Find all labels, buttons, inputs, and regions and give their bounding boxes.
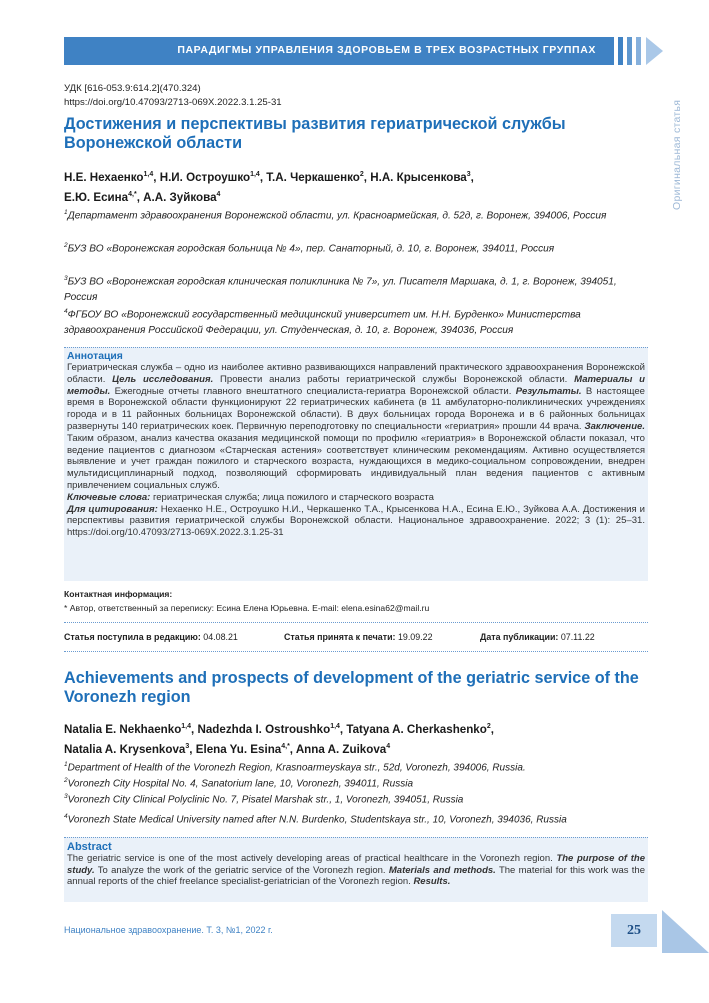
author-name: Natalia E. Nekhaenko <box>64 722 182 736</box>
keywords-ru: Ключевые слова: гериатрическая служба; лица пожилого и старческого возраста <box>67 491 434 503</box>
author-list-en: Natalia E. Nekhaenko$^{1,4}$, Nadezhda I. Ostroushko$^{1,4}$, Tatyana A. Cherkashenko$^2$, Natalia A. Krysenkova$^3$, Elena Yu. Esina$^{4,*}$, Anna A. Zuikova$^4$ <box>64 722 494 756</box>
abstract-heading-ru: Аннотация <box>67 351 123 362</box>
abstract-box-en <box>64 837 648 902</box>
abstract-box-ru <box>64 347 648 581</box>
received-date: Статья поступила в редакцию: 04.08.21 <box>64 632 238 642</box>
author-affiliation-marker: 4,* <box>281 742 290 750</box>
doi-link[interactable]: https://doi.org/10.47093/2713-069X.2022.3.1.25-31 <box>64 97 282 108</box>
author-affiliation-marker: 4 <box>216 190 221 198</box>
author-list-ru: Н.Е. Нехаенко$^{1,4}$, Н.И. Остроушко$^{1,4}$, Т.А. Черкашенко$^2$, Н.А. Крысенкова$^3$, Е.Ю. Есина$^{4,*}$, А.А. Зуйкова$^4$ <box>64 170 474 204</box>
divider-bottom <box>64 651 648 652</box>
author-affiliation-marker: 1,4 <box>181 723 192 730</box>
contact-heading: Контактная информация: <box>64 589 173 599</box>
abstract-text-ru: Гериатрическая служба – одно из наиболее активно развивающихся направлений практического здравоохранения Воронежской области. Цель исследования. Провести анализ работы гериатрической службы Воронежской области. Материалы и методы. Ежегодные отчеты главного внештатного специалиста-гериатра Воронежской области. Результаты. В настоящее время в Воронежской области функционируют 22 гериатрических кабинета (в 11 амбулаторно-поликлинических учреждениях города и в 11 районных больницах Воронежской области). В двух больницах города Воронежа и в 6 районных больницах развернуты 140 гериатрических коек. Первичную переподготовку по специальности «гериатрия» прошли 44 врача. Заключение. Таким образом, анализ качества оказания медицинской помощи по профилю «гериатрия» в Воронежской области показал, что ведение пациентов с диагнозом «Старческая астения» соответствует клиническим рекомендациям. Активно осуществляется выявление и учет граждан пожилого и старческого возраста, нуждающихся в медико-социальном сопровождении, внедрен мультидисциплинарный подход, позволяющий сформировать индивидуальный план ведения пациентов с активным привлечением социальных служб. <box>67 362 646 491</box>
author-affiliation-marker: 1,4 <box>250 171 260 178</box>
article-type-label: Оригинальная статья <box>671 99 683 210</box>
accepted-date: Статья принята к печати: 19.09.22 <box>284 632 433 642</box>
author-affiliation-marker: 1,4 <box>330 723 340 730</box>
section-header-band <box>64 37 614 65</box>
corner-arrow-decoration <box>662 910 709 953</box>
header-stripes-decoration <box>618 37 663 65</box>
journal-footer: Национальное здравоохранение. Т. 3, №1, 2022 г. <box>64 925 273 935</box>
affiliation-4: $^4$ФГБОУ ВО «Воронежский государственный медицинский университет им. Н.Н. Бурденко» Министерства здравоохранения Российской Федерации, ул. Студенческая, д. 10, г. Воронеж, 394036, Россия <box>64 308 581 337</box>
affiliation-2: $^2$Voronezh City Hospital No. 4, Sanatorium lane, 10, Voronezh, 394011, Russia <box>64 777 414 790</box>
published-date: Дата публикации: 07.11.22 <box>480 632 595 642</box>
author-affiliation-marker: 2 <box>486 723 491 730</box>
article-title-ru: Достижения и перспективы развития гериатрической службы Воронежской области <box>64 115 566 152</box>
author-affiliation-marker: 3 <box>185 742 190 750</box>
author-name: Н.А. Крысенкова <box>370 170 467 184</box>
abstract-text-en: The geriatric service is one of the most actively developing areas of practical healthcare in the Voronezh region. The purpose of the study. To analyze the work of the geriatric service of the Voronezh region. Materials and methods. The material for this work was the annual reports of the chief freelance specialist-geriatrician of the Voronezh region. Results. <box>67 853 646 887</box>
citation-ru: Для цитирования: Нехаенко Н.Е., Остроушко Н.И., Черкашенко Т.А., Крысенкова Н.А., Есина Е.Ю., Зуйкова А.А. Достижения и перспективы развития гериатрической службы Воронежской области. Национальное здравоохранение. 2022; 3 (1): 25–31. https://doi.org/10.47093/2713-069X.2022.3.1.25-31 <box>67 503 645 539</box>
abstract-heading-en: Abstract <box>67 841 112 853</box>
divider-top <box>64 622 648 623</box>
affiliation-2: $^2$БУЗ ВО «Воронежская городская больница № 4», пер. Санаторный, д. 10, г. Воронеж, 394011, Россия <box>64 242 555 255</box>
udk-code: УДК [616-053.9:614.2](470.324) <box>64 83 201 94</box>
author-name: Nadezhda I. Ostroushko <box>197 722 331 736</box>
author-name: Н.И. Остроушко <box>159 170 251 184</box>
affiliation-1: $^1$Департамент здравоохранения Воронежской области, ул. Красноармейская, д. 52д, г. Воронеж, 394006, Россия <box>64 209 607 222</box>
author-affiliation-marker: 4,* <box>128 190 137 198</box>
page-number: 25 <box>611 914 657 947</box>
author-name: Tatyana A. Cherkashenko <box>346 722 487 736</box>
affiliation-1: $^1$Department of Health of the Voronezh Region, Krasnoarmeyskaya str., 52d, Voronezh, 394006, Russia. <box>64 761 526 774</box>
author-affiliation-marker: 1,4 <box>143 171 154 178</box>
author-name: Anna A. Zuikova <box>295 742 387 756</box>
contact-email-line: * Автор, ответственный за переписку: Есина Елена Юрьевна. E-mail: elena.esina62@mail.ru <box>64 603 430 613</box>
affiliation-4: $^4$Voronezh State Medical University named after N.N. Burdenko, Studentskaya str., 10, Voronezh, 394036, Russia <box>64 813 567 826</box>
author-name: Н.Е. Нехаенко <box>64 170 144 184</box>
author-name: Е.Ю. Есина <box>64 190 129 204</box>
author-name: Elena Yu. Esina <box>195 742 282 756</box>
author-name: А.А. Зуйкова <box>143 190 217 204</box>
author-affiliation-marker: 3 <box>466 171 471 178</box>
author-affiliation-marker: 4 <box>386 742 391 750</box>
author-affiliation-marker: 2 <box>359 171 364 178</box>
affiliation-3: $^3$БУЗ ВО «Воронежская городская клиническая поликлиника № 7», ул. Писателя Маршака, д. 1, г. Воронеж, 394051, Россия <box>64 275 617 304</box>
section-title: ПАРАДИГМЫ УПРАВЛЕНИЯ ЗДОРОВЬЕМ В ТРЕХ ВОЗРАСТНЫХ ГРУППАХ <box>177 44 596 56</box>
author-name: Т.А. Черкашенко <box>266 170 360 184</box>
affiliation-3: $^3$Voronezh City Clinical Polyclinic No. 7, Pisatel Marshak str., 1, Voronezh, 394051, Russia <box>64 793 464 806</box>
article-title-en: Achievements and prospects of development of the geriatric service of the Voronezh region <box>64 669 639 706</box>
author-name: Natalia A. Krysenkova <box>64 742 186 756</box>
